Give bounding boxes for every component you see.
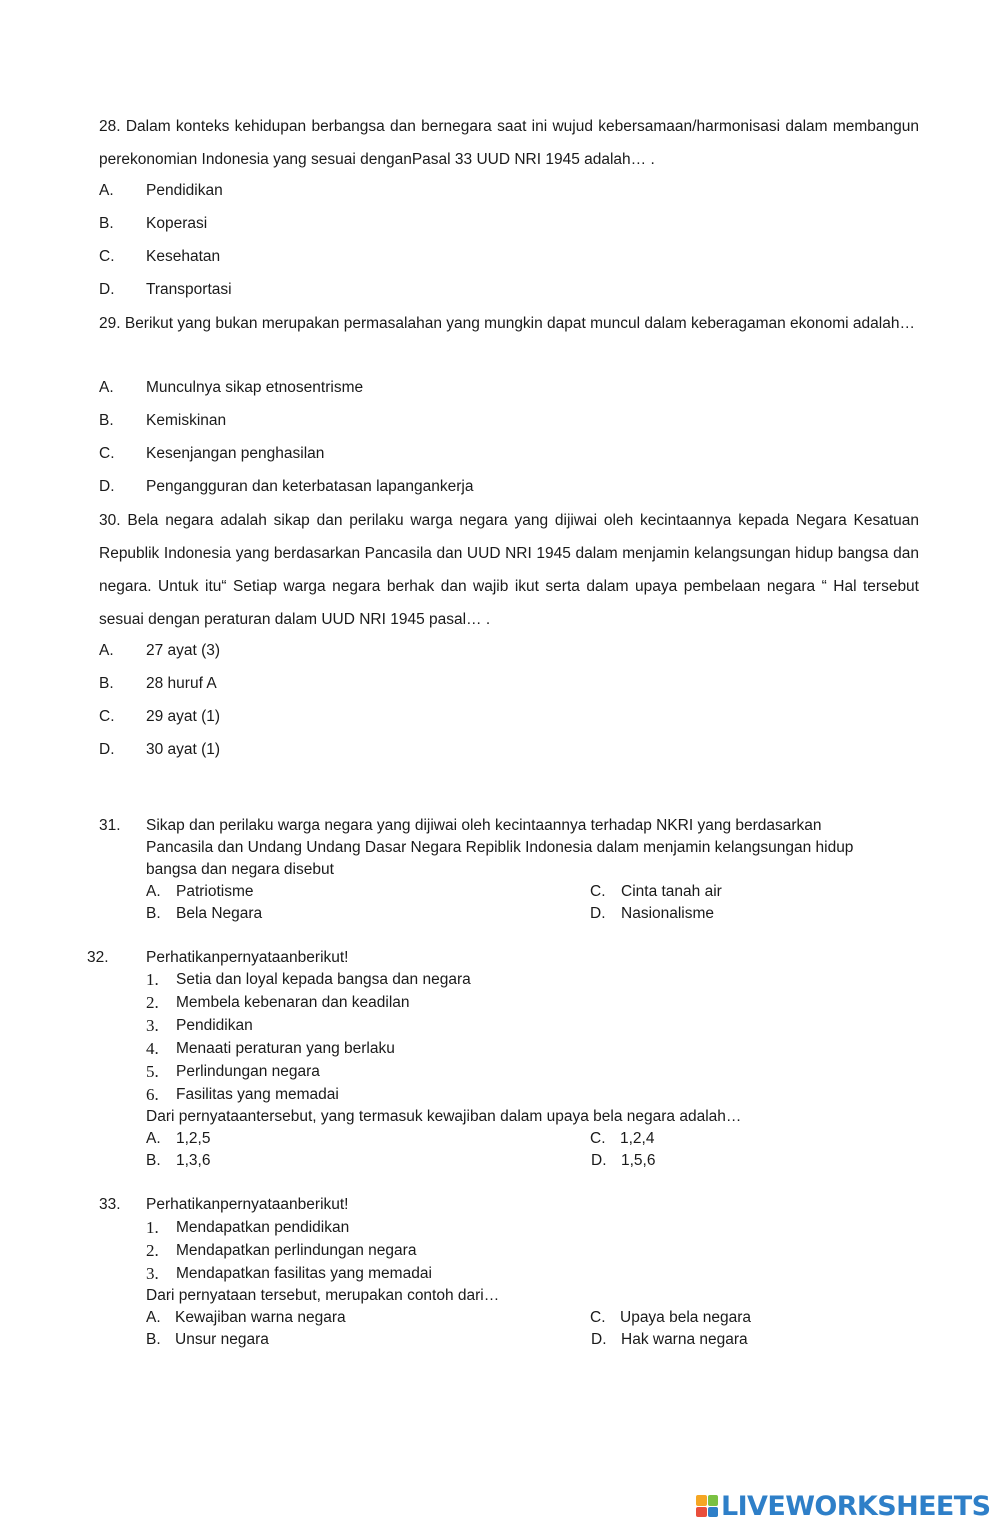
q29-option-a-letter: A.: [99, 379, 114, 396]
q32-option-b-letter: B.: [146, 1152, 161, 1169]
question-30-text: 30. Bela negara adalah sikap dan perilaku warga negara yang dijiwai oleh kecintaannya kepada Negara Kesatuan Republik Indonesia yang berdasarkan Pancasila dan UUD NRI 1945 dalam menjamin kelangsungan hidup bangsa dan negara. Untuk itu“ Setiap warga negara berhak dan wajib ikut serta dalam upaya pembelaan negara “ Hal tersebut sesuai dengan peraturan dalam UUD NRI 1945 pasal… .: [99, 512, 919, 628]
question-31-line-2: Pancasila dan Undang Undang Dasar Negara Repiblik Indonesia dalam menjamin kelangsungan hidup: [146, 839, 854, 856]
q33-item-1-number: 1.: [146, 1218, 159, 1237]
q33-option-d-text[interactable]: Hak warna negara: [621, 1331, 748, 1348]
q33-item-2-number: 2.: [146, 1241, 159, 1260]
q28-option-d-text[interactable]: Transportasi: [146, 281, 232, 298]
q30-option-d-letter: D.: [99, 741, 115, 758]
question-31-line-3: bangsa dan negara disebut: [146, 861, 334, 878]
q33-item-2-text: Mendapatkan perlindungan negara: [176, 1242, 417, 1259]
q29-option-b-letter: B.: [99, 412, 114, 429]
q30-option-b-letter: B.: [99, 675, 114, 692]
liveworksheets-logo-text: LIVEWORKSHEETS: [721, 1490, 991, 1522]
q33-item-3-text: Mendapatkan fasilitas yang memadai: [176, 1265, 432, 1282]
question-32-number: 32.: [87, 949, 109, 966]
q28-option-c-text[interactable]: Kesehatan: [146, 248, 221, 265]
question-29-text: 29. Berikut yang bukan merupakan permasalahan yang mungkin dapat muncul dalam keberagaman ekonomi adalah…: [99, 315, 915, 332]
q28-option-a-letter: A.: [99, 182, 114, 199]
q28-option-a-text[interactable]: Pendidikan: [146, 182, 223, 199]
q33-option-a-text[interactable]: Kewajiban warna negara: [175, 1309, 346, 1326]
q28-option-d-letter: D.: [99, 281, 115, 298]
q29-option-c-letter: C.: [99, 445, 115, 462]
q30-option-a-letter: A.: [99, 642, 114, 659]
liveworksheets-logo[interactable]: [696, 1491, 990, 1521]
q29-option-d-text[interactable]: Pengangguran dan keterbatasan lapangankerja: [146, 478, 474, 495]
q32-item-6-text: Fasilitas yang memadai: [176, 1086, 339, 1103]
q32-item-6-number: 6.: [146, 1085, 159, 1104]
q32-item-4-text: Menaati peraturan yang berlaku: [176, 1040, 395, 1057]
q32-option-c-letter: C.: [590, 1130, 606, 1147]
question-31-number: 31.: [99, 817, 121, 834]
question-32-intro: Perhatikanpernyataanberikut!: [146, 949, 349, 966]
q33-option-c-letter: C.: [590, 1309, 606, 1326]
q32-item-1-number: 1.: [146, 970, 159, 989]
q31-option-d-letter: D.: [590, 905, 606, 922]
q33-item-1-text: Mendapatkan pendidikan: [176, 1219, 350, 1236]
q30-option-a-text[interactable]: 27 ayat (3): [146, 642, 221, 659]
question-32-prompt: Dari pernyataantersebut, yang termasuk kewajiban dalam upaya bela negara adalah…: [146, 1108, 742, 1125]
q30-option-c-letter: C.: [99, 708, 115, 725]
q31-option-c-letter: C.: [590, 883, 606, 900]
q32-option-a-text[interactable]: 1,2,5: [176, 1130, 211, 1147]
q32-item-5-text: Perlindungan negara: [176, 1063, 320, 1080]
logo-square-3: [696, 1507, 707, 1518]
q29-option-a-text[interactable]: Munculnya sikap etnosentrisme: [146, 379, 364, 396]
logo-square-4: [708, 1507, 719, 1518]
q33-option-c-text[interactable]: Upaya bela negara: [620, 1309, 751, 1326]
q32-option-c-text[interactable]: 1,2,4: [620, 1130, 655, 1147]
q30-option-c-text[interactable]: 29 ayat (1): [146, 708, 221, 725]
q31-option-a-text[interactable]: Patriotisme: [176, 883, 254, 900]
question-33-prompt: Dari pernyataan tersebut, merupakan contoh dari…: [146, 1287, 500, 1304]
q31-option-d-text[interactable]: Nasionalisme: [621, 905, 715, 922]
q32-option-d-letter: D.: [591, 1152, 607, 1169]
q31-option-a-letter: A.: [146, 883, 161, 900]
q33-option-a-letter: A.: [146, 1309, 161, 1326]
q28-option-c-letter: C.: [99, 248, 115, 265]
q32-item-4-number: 4.: [146, 1039, 159, 1058]
question-31-line-1: Sikap dan perilaku warga negara yang dijiwai oleh kecintaannya terhadap NKRI yang berdasarkan: [146, 817, 822, 834]
q32-item-5-number: 5.: [146, 1062, 159, 1081]
q31-option-b-text[interactable]: Bela Negara: [176, 905, 263, 922]
q31-option-b-letter: B.: [146, 905, 161, 922]
q31-option-c-text[interactable]: Cinta tanah air: [621, 883, 722, 900]
q32-option-a-letter: A.: [146, 1130, 161, 1147]
question-28-text: 28. Dalam konteks kehidupan berbangsa dan bernegara saat ini wujud kebersamaan/harmonisasi dalam membangun perekonomian Indonesia yang sesuai denganPasal 33 UUD NRI 1945 adalah… .: [99, 118, 919, 168]
q32-option-d-text[interactable]: 1,5,6: [621, 1152, 656, 1169]
q33-option-b-text[interactable]: Unsur negara: [175, 1331, 269, 1348]
q32-item-1-text: Setia dan loyal kepada bangsa dan negara: [176, 971, 471, 988]
q32-item-2-number: 2.: [146, 993, 159, 1012]
logo-square-1: [696, 1495, 707, 1506]
q30-option-b-text[interactable]: 28 huruf A: [146, 675, 217, 692]
logo-square-2: [708, 1495, 719, 1506]
q29-option-b-text[interactable]: Kemiskinan: [146, 412, 227, 429]
question-33-intro: Perhatikanpernyataanberikut!: [146, 1196, 349, 1213]
q30-option-d-text[interactable]: 30 ayat (1): [146, 741, 221, 758]
q32-item-3-number: 3.: [146, 1016, 159, 1035]
q32-item-2-text: Membela kebenaran dan keadilan: [176, 994, 410, 1011]
liveworksheets-logo-icon: [696, 1495, 718, 1517]
q28-option-b-letter: B.: [99, 215, 114, 232]
q33-option-b-letter: B.: [146, 1331, 161, 1348]
q29-option-c-text[interactable]: Kesenjangan penghasilan: [146, 445, 325, 462]
q28-option-b-text[interactable]: Koperasi: [146, 215, 208, 232]
q32-option-b-text[interactable]: 1,3,6: [176, 1152, 211, 1169]
q33-item-3-number: 3.: [146, 1264, 159, 1283]
q32-item-3-text: Pendidikan: [176, 1017, 253, 1034]
q29-option-d-letter: D.: [99, 478, 115, 495]
question-33-number: 33.: [99, 1196, 121, 1213]
q33-option-d-letter: D.: [591, 1331, 607, 1348]
